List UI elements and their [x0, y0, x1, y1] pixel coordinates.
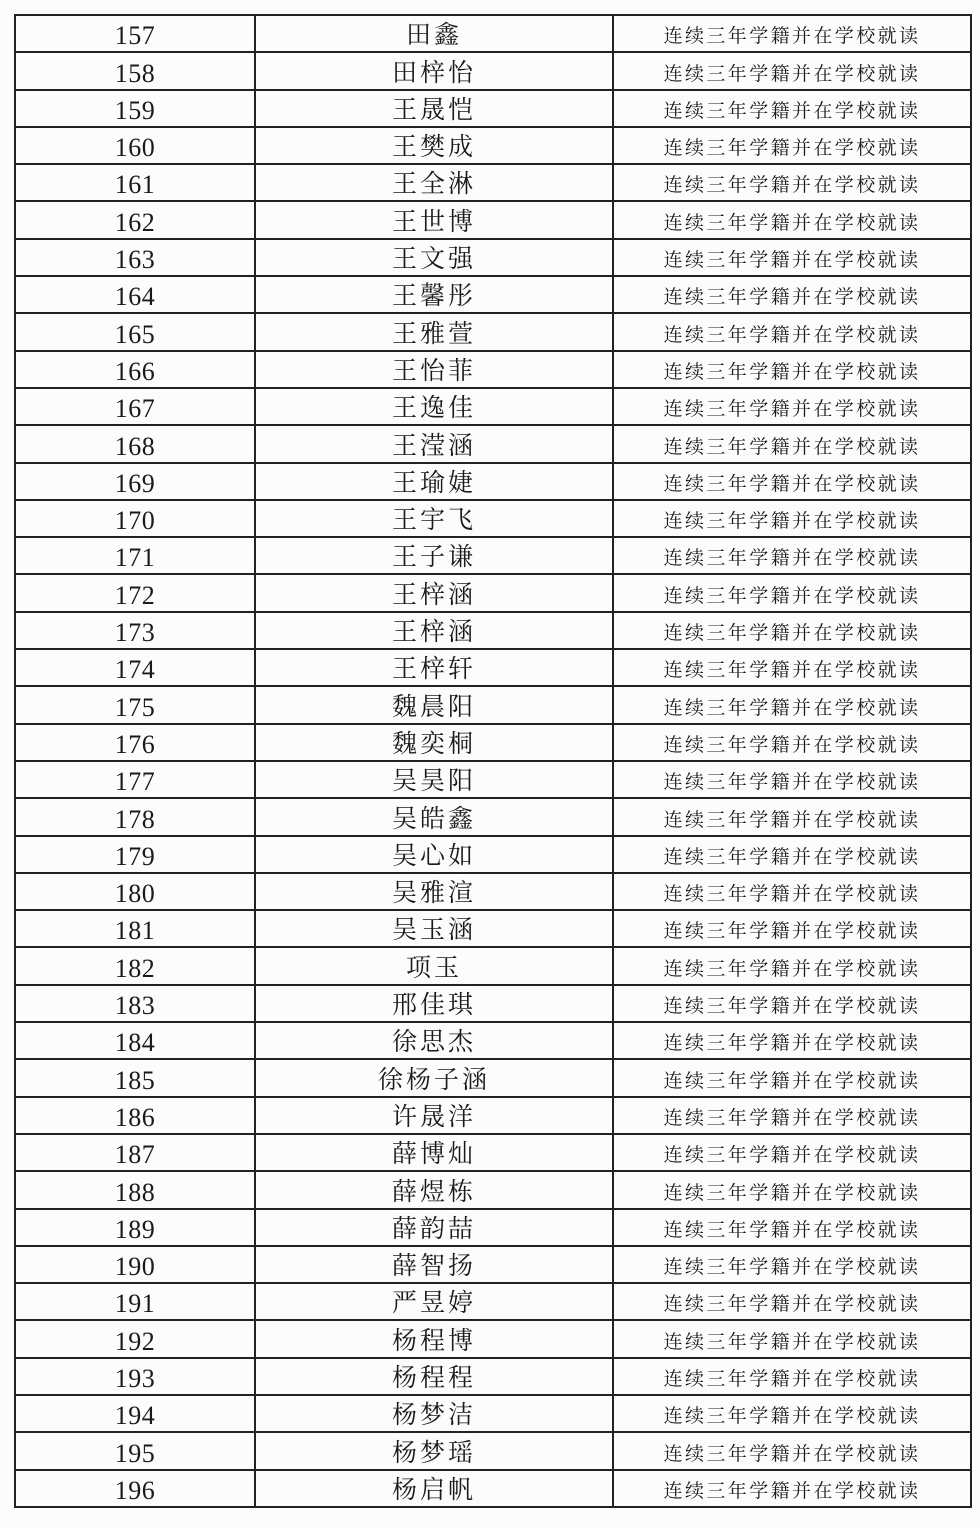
table-row	[15, 574, 971, 611]
row-number-cell: 158	[15, 52, 255, 89]
table-row	[15, 761, 971, 798]
enrollment-status-cell: 连续三年学籍并在学校就读	[613, 500, 971, 537]
student-name-cell: 杨程程	[255, 1358, 613, 1395]
student-name-cell: 吴昊阳	[255, 761, 613, 798]
row-number-cell: 171	[15, 537, 255, 574]
student-name-cell: 王逸佳	[255, 388, 613, 425]
enrollment-status-cell: 连续三年学籍并在学校就读	[613, 15, 971, 52]
enrollment-status-cell: 连续三年学籍并在学校就读	[613, 164, 971, 201]
enrollment-status-cell: 连续三年学籍并在学校就读	[613, 985, 971, 1022]
enrollment-status-cell: 连续三年学籍并在学校就读	[613, 873, 971, 910]
table-row	[15, 686, 971, 723]
row-number-cell: 160	[15, 127, 255, 164]
table-row	[15, 612, 971, 649]
table-row	[15, 1283, 971, 1320]
row-number-cell: 163	[15, 239, 255, 276]
enrollment-status-cell: 连续三年学籍并在学校就读	[613, 463, 971, 500]
student-name-cell: 许晟洋	[255, 1097, 613, 1134]
row-number-cell: 159	[15, 90, 255, 127]
enrollment-status-cell: 连续三年学籍并在学校就读	[613, 1395, 971, 1432]
table-row	[15, 947, 971, 984]
table-row	[15, 1022, 971, 1059]
enrollment-status-cell: 连续三年学籍并在学校就读	[613, 1134, 971, 1171]
enrollment-status-cell: 连续三年学籍并在学校就读	[613, 686, 971, 723]
row-number-cell: 173	[15, 612, 255, 649]
student-roster-table	[14, 14, 972, 1508]
enrollment-status-cell: 连续三年学籍并在学校就读	[613, 1022, 971, 1059]
enrollment-status-cell: 连续三年学籍并在学校就读	[613, 351, 971, 388]
enrollment-status-cell: 连续三年学籍并在学校就读	[613, 127, 971, 164]
enrollment-status-cell: 连续三年学籍并在学校就读	[613, 761, 971, 798]
table-row	[15, 313, 971, 350]
student-name-cell: 王怡菲	[255, 351, 613, 388]
row-number-cell: 181	[15, 910, 255, 947]
row-number-cell: 167	[15, 388, 255, 425]
table-row	[15, 985, 971, 1022]
enrollment-status-cell: 连续三年学籍并在学校就读	[613, 1320, 971, 1357]
table-row	[15, 127, 971, 164]
student-name-cell: 徐思杰	[255, 1022, 613, 1059]
row-number-cell: 157	[15, 15, 255, 52]
row-number-cell: 170	[15, 500, 255, 537]
enrollment-status-cell: 连续三年学籍并在学校就读	[613, 947, 971, 984]
row-number-cell: 195	[15, 1432, 255, 1469]
table-row	[15, 1246, 971, 1283]
student-name-cell: 王晟恺	[255, 90, 613, 127]
row-number-cell: 193	[15, 1358, 255, 1395]
table-row	[15, 276, 971, 313]
row-number-cell: 162	[15, 201, 255, 238]
table-row	[15, 910, 971, 947]
table-row	[15, 201, 971, 238]
row-number-cell: 179	[15, 836, 255, 873]
enrollment-status-cell: 连续三年学籍并在学校就读	[613, 52, 971, 89]
table-row	[15, 724, 971, 761]
row-number-cell: 186	[15, 1097, 255, 1134]
student-name-cell: 王梓轩	[255, 649, 613, 686]
student-name-cell: 薛智扬	[255, 1246, 613, 1283]
student-name-cell: 王梓涵	[255, 574, 613, 611]
row-number-cell: 168	[15, 425, 255, 462]
student-name-cell: 吴皓鑫	[255, 798, 613, 835]
row-number-cell: 183	[15, 985, 255, 1022]
table-row	[15, 1470, 971, 1507]
table-row	[15, 90, 971, 127]
row-number-cell: 164	[15, 276, 255, 313]
enrollment-status-cell: 连续三年学籍并在学校就读	[613, 1059, 971, 1096]
row-number-cell: 174	[15, 649, 255, 686]
table-row	[15, 351, 971, 388]
student-name-cell: 魏奕桐	[255, 724, 613, 761]
row-number-cell: 177	[15, 761, 255, 798]
row-number-cell: 192	[15, 1320, 255, 1357]
student-name-cell: 吴玉涵	[255, 910, 613, 947]
table-row	[15, 1320, 971, 1357]
row-number-cell: 161	[15, 164, 255, 201]
table-row	[15, 388, 971, 425]
student-name-cell: 王宇飞	[255, 500, 613, 537]
table-row	[15, 1358, 971, 1395]
enrollment-status-cell: 连续三年学籍并在学校就读	[613, 836, 971, 873]
student-name-cell: 薛煜栋	[255, 1171, 613, 1208]
table-row	[15, 164, 971, 201]
row-number-cell: 190	[15, 1246, 255, 1283]
table-row	[15, 873, 971, 910]
table-row	[15, 463, 971, 500]
table-row	[15, 1171, 971, 1208]
row-number-cell: 166	[15, 351, 255, 388]
enrollment-status-cell: 连续三年学籍并在学校就读	[613, 388, 971, 425]
enrollment-status-cell: 连续三年学籍并在学校就读	[613, 425, 971, 462]
row-number-cell: 169	[15, 463, 255, 500]
table-row	[15, 52, 971, 89]
enrollment-status-cell: 连续三年学籍并在学校就读	[613, 276, 971, 313]
student-name-cell: 王子谦	[255, 537, 613, 574]
row-number-cell: 182	[15, 947, 255, 984]
roster-table-body	[15, 15, 971, 1507]
table-row	[15, 1432, 971, 1469]
table-row	[15, 500, 971, 537]
enrollment-status-cell: 连续三年学籍并在学校就读	[613, 1283, 971, 1320]
enrollment-status-cell: 连续三年学籍并在学校就读	[613, 1358, 971, 1395]
enrollment-status-cell: 连续三年学籍并在学校就读	[613, 313, 971, 350]
row-number-cell: 187	[15, 1134, 255, 1171]
student-name-cell: 王文强	[255, 239, 613, 276]
enrollment-status-cell: 连续三年学籍并在学校就读	[613, 90, 971, 127]
enrollment-status-cell: 连续三年学籍并在学校就读	[613, 1209, 971, 1246]
row-number-cell: 175	[15, 686, 255, 723]
row-number-cell: 191	[15, 1283, 255, 1320]
student-name-cell: 薛韵喆	[255, 1209, 613, 1246]
student-name-cell: 王馨彤	[255, 276, 613, 313]
student-name-cell: 王雅萱	[255, 313, 613, 350]
student-name-cell: 杨程博	[255, 1320, 613, 1357]
enrollment-status-cell: 连续三年学籍并在学校就读	[613, 798, 971, 835]
table-row	[15, 1059, 971, 1096]
table-row	[15, 1134, 971, 1171]
student-name-cell: 王滢涵	[255, 425, 613, 462]
enrollment-status-cell: 连续三年学籍并在学校就读	[613, 1246, 971, 1283]
student-name-cell: 杨梦洁	[255, 1395, 613, 1432]
student-name-cell: 王樊成	[255, 127, 613, 164]
student-name-cell: 田梓怡	[255, 52, 613, 89]
student-name-cell: 王梓涵	[255, 612, 613, 649]
row-number-cell: 196	[15, 1470, 255, 1507]
row-number-cell: 178	[15, 798, 255, 835]
student-name-cell: 项玉	[255, 947, 613, 984]
student-name-cell: 王全淋	[255, 164, 613, 201]
table-row	[15, 1097, 971, 1134]
row-number-cell: 184	[15, 1022, 255, 1059]
row-number-cell: 172	[15, 574, 255, 611]
student-name-cell: 田鑫	[255, 15, 613, 52]
enrollment-status-cell: 连续三年学籍并在学校就读	[613, 201, 971, 238]
enrollment-status-cell: 连续三年学籍并在学校就读	[613, 1097, 971, 1134]
enrollment-status-cell: 连续三年学籍并在学校就读	[613, 239, 971, 276]
table-row	[15, 836, 971, 873]
table-row	[15, 649, 971, 686]
row-number-cell: 180	[15, 873, 255, 910]
table-row	[15, 15, 971, 52]
student-name-cell: 徐杨子涵	[255, 1059, 613, 1096]
student-name-cell: 王瑜婕	[255, 463, 613, 500]
table-row	[15, 1209, 971, 1246]
enrollment-status-cell: 连续三年学籍并在学校就读	[613, 537, 971, 574]
table-row	[15, 1395, 971, 1432]
enrollment-status-cell: 连续三年学籍并在学校就读	[613, 649, 971, 686]
student-name-cell: 邢佳琪	[255, 985, 613, 1022]
student-name-cell: 薛博灿	[255, 1134, 613, 1171]
student-name-cell: 王世博	[255, 201, 613, 238]
student-name-cell: 魏晨阳	[255, 686, 613, 723]
enrollment-status-cell: 连续三年学籍并在学校就读	[613, 1432, 971, 1469]
enrollment-status-cell: 连续三年学籍并在学校就读	[613, 1171, 971, 1208]
student-name-cell: 杨梦瑶	[255, 1432, 613, 1469]
row-number-cell: 194	[15, 1395, 255, 1432]
table-row	[15, 537, 971, 574]
row-number-cell: 165	[15, 313, 255, 350]
table-row	[15, 798, 971, 835]
student-name-cell: 杨启帆	[255, 1470, 613, 1507]
row-number-cell: 189	[15, 1209, 255, 1246]
row-number-cell: 185	[15, 1059, 255, 1096]
enrollment-status-cell: 连续三年学籍并在学校就读	[613, 724, 971, 761]
student-name-cell: 吴心如	[255, 836, 613, 873]
row-number-cell: 188	[15, 1171, 255, 1208]
enrollment-status-cell: 连续三年学籍并在学校就读	[613, 612, 971, 649]
enrollment-status-cell: 连续三年学籍并在学校就读	[613, 574, 971, 611]
student-name-cell: 吴雅渲	[255, 873, 613, 910]
enrollment-status-cell: 连续三年学籍并在学校就读	[613, 1470, 971, 1507]
table-row	[15, 425, 971, 462]
row-number-cell: 176	[15, 724, 255, 761]
student-name-cell: 严昱婷	[255, 1283, 613, 1320]
enrollment-status-cell: 连续三年学籍并在学校就读	[613, 910, 971, 947]
table-row	[15, 239, 971, 276]
